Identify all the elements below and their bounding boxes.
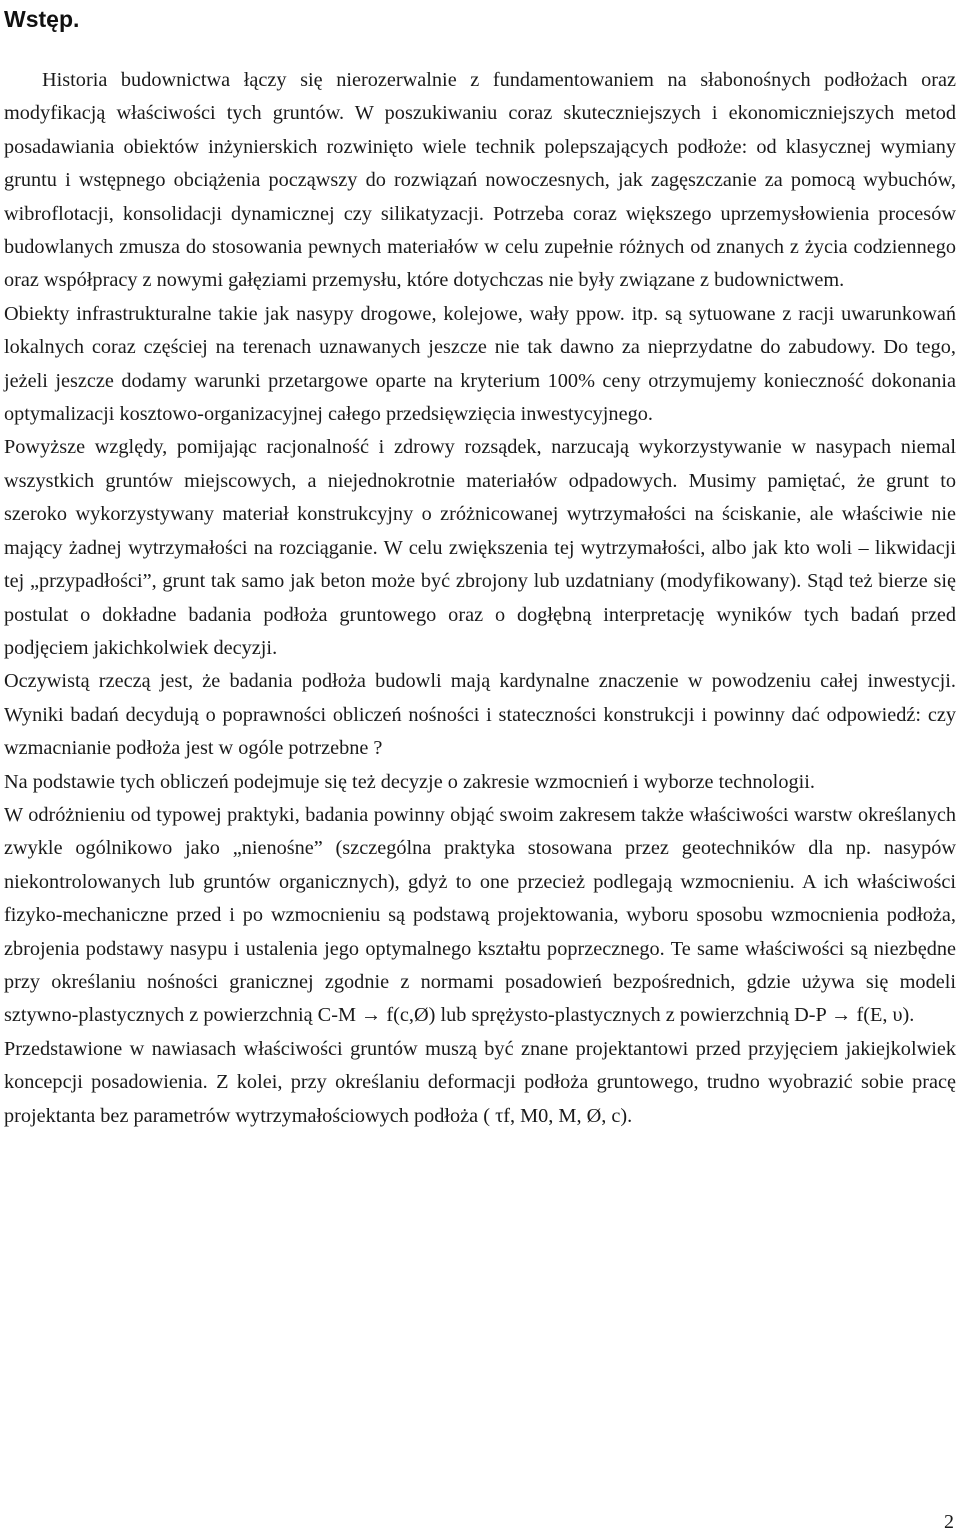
paragraph-1: Historia budownictwa łączy się nierozerwalnie z fundamentowaniem na słabonośnych podłożach oraz modyfikacją właściwości tych gruntów. W poszukiwaniu coraz skuteczniejszych i ekonomiczniejszych metod posadawiania obiektów inżynierskich rozwinięto wiele technik polepszających podłoże: od klasycznej wymiany gruntu i wstępnego obciążenia począwszy do rozwiązań nowoczesnych, jak zagęszczanie za pomocą wybuchów, wibroflotacji, konsolidacji dynamicznej czy silikatyzacji. Potrzeba coraz większego uprzemysłowienia procesów budowlanych zmusza do stosowania pewnych materiałów w celu zupełnie różnych od znanych z życia codziennego oraz współpracy z nowymi gałęziami przemysłu, które dotychczas nie były związane z budownictwem. bbox=[4, 69, 956, 292]
paragraph-6: W odróżnieniu od typowej praktyki, badania powinny objąć swoim zakresem także właściwości warstw określanych zwykle ogólnikowo jako „nienośne” (szczególna praktyka stosowana przez geotechników dla np. nasypów niekontrolowanych lub gruntów organicznych), gdyż to one przecież podlegają wzmocnieniu. A ich właściwości fizyko-mechaniczne przed i po wzmocnieniu są podstawą projektowania, wyboru sposobu wzmocnienia podłoża, zbrojenia podstawy nasypu i ustalenia jego optymalnego kształtu poprzecznego. Te same właściwości są niezbędne przy określaniu nośności granicznej zgodnie z normami posadowień bezpośrednich, gdzie używa się modeli sztywno-plastycznych z powierzchnią C-M → f(c,Ø) lub sprężysto-plastycznych z powierzchnią D-P → f(E, υ). bbox=[4, 803, 956, 1027]
paragraph-5: Na podstawie tych obliczeń podejmuje się też decyzje o zakresie wzmocnień i wyborze technologii. bbox=[4, 770, 815, 793]
page-title: Wstęp. bbox=[4, 6, 80, 32]
paragraph-3: Powyższe względy, pomijając racjonalność i zdrowy rozsądek, narzucają wykorzystywanie w nasypach niemal wszystkich gruntów miejscowych, a niejednokrotnie materiałów odpadowych. Musimy pamiętać, że grunt to szeroko wykorzystywany materiał konstrukcyjny o zróżnicowanej wytrzymałości na ściskanie, ale właściwie nie mający żadnej wytrzymałości na rozciąganie. W celu zwiększenia tej wytrzymałości, albo jak kto woli – likwidacji tej „przypadłości”, grunt tak samo jak beton może być zbrojony lub uzdatniany (modyfikowany). Stąd też bierze się postulat o dokładne badania podłoża gruntowego oraz o dogłębną interpretację wyników tych badań przed podjęciem jakichkolwiek decyzji. bbox=[4, 436, 956, 659]
paragraph-7: Przedstawione w nawiasach właściwości gruntów muszą być znane projektantowi przed przyjęciem jakiejkolwiek koncepcji posadowienia. Z kolei, przy określaniu deformacji podłoża gruntowego, trudno wyobrazić sobie pracę projektanta bez parametrów wytrzymałościowych podłoża ( τf, M0, M, Ø, c). bbox=[4, 1037, 956, 1127]
paragraph-2: Obiekty infrastrukturalne takie jak nasypy drogowe, kolejowe, wały ppow. itp. są sytuowane z racji uwarunkowań lokalnych coraz częściej na terenach uznawanych jeszcze nie tak dawno za nieprzydatne do zabudowy. Do tego, jeżeli jeszcze dodamy warunki przetargowe oparte na kryterium 100% ceny otrzymujemy konieczność dokonania optymalizacji kosztowo-organizacyjnej całego przedsięwzięcia inwestycyjnego. bbox=[4, 302, 956, 426]
body-text bbox=[4, 64, 956, 1133]
paragraph-4: Oczywistą rzeczą jest, że badania podłoża budowli mają kardynalne znaczenie w powodzeniu całej inwestycji. Wyniki badań decydują o poprawności obliczeń nośności i stateczności konstrukcji i powinny dać odpowiedź: czy wzmacnianie podłoża jest w ogóle potrzebne ? bbox=[4, 670, 956, 760]
page-number: 2 bbox=[944, 1511, 954, 1533]
